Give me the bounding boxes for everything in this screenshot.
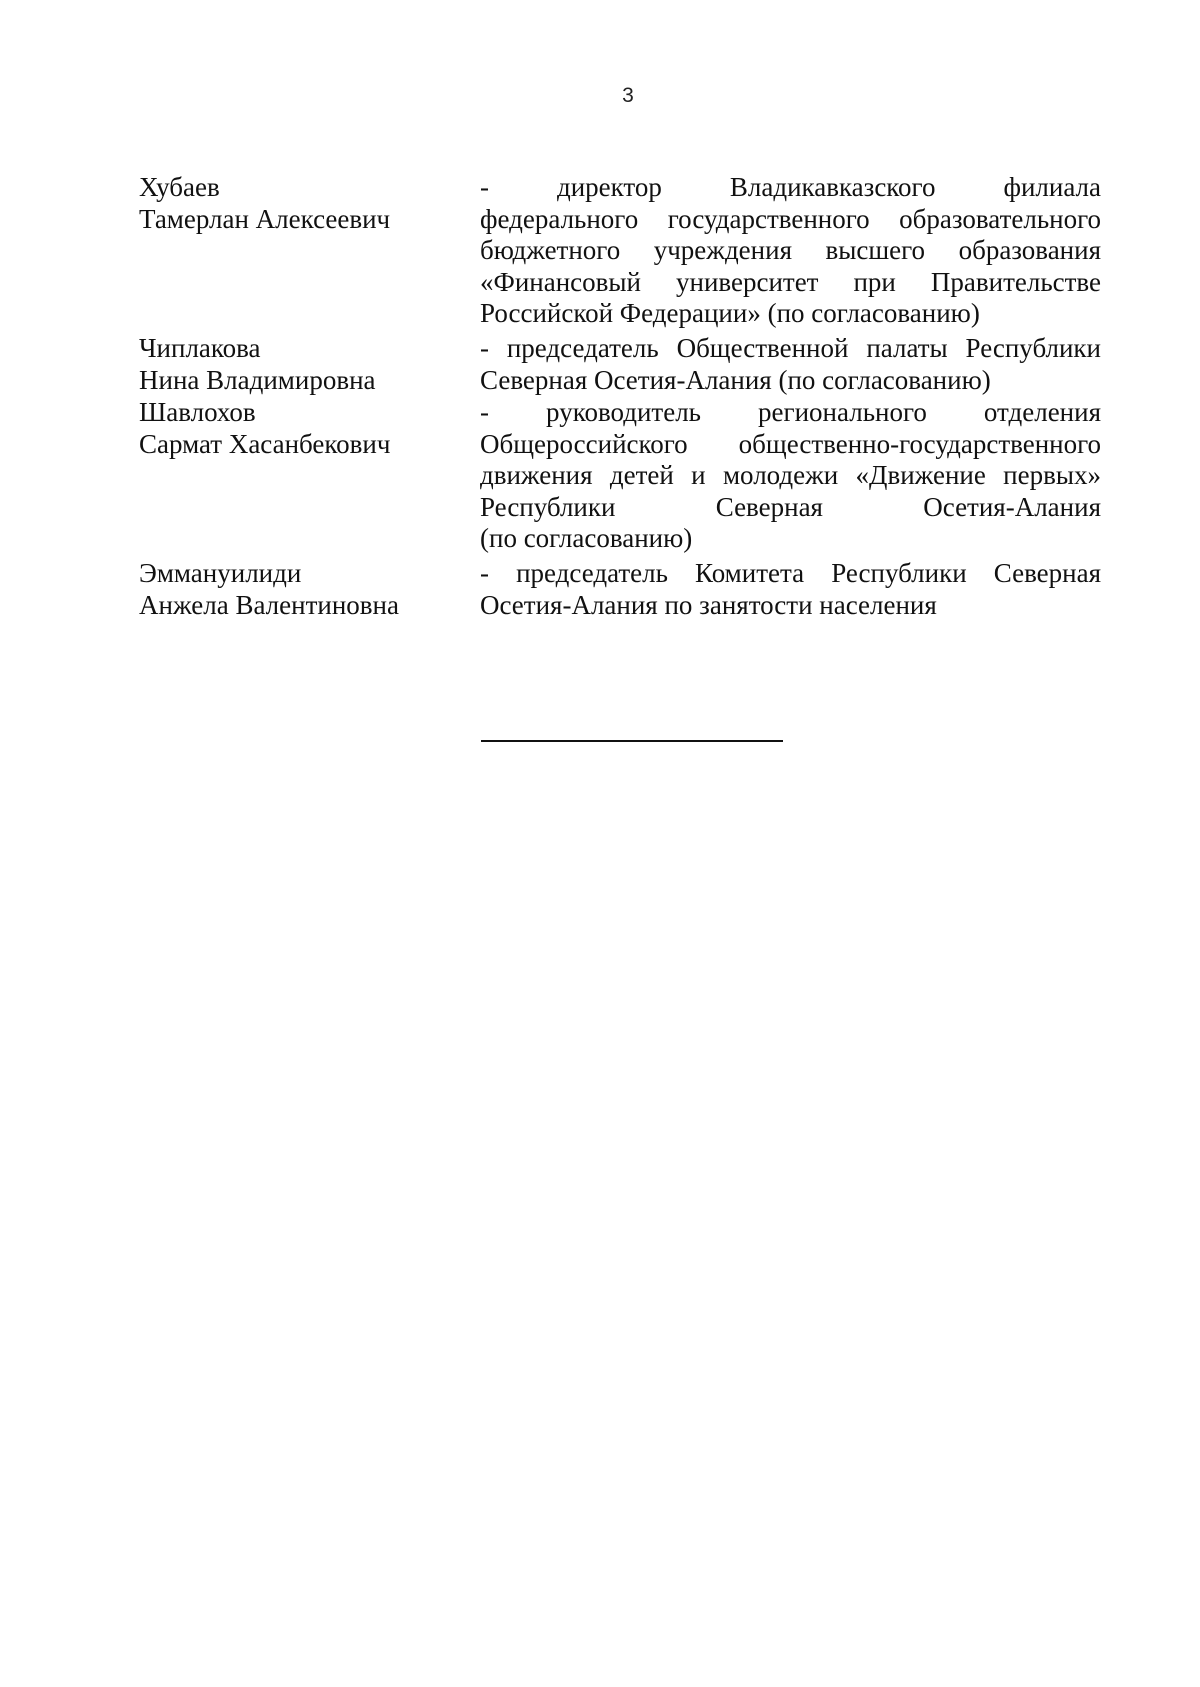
role-line: Общероссийского общественно-государственного [480,428,1101,459]
role-line: (по согласованию) [480,523,693,553]
member-given-names: Нина Владимировна [139,364,376,395]
member-given-names: Тамерлан Алексеевич [139,203,391,234]
member-given-names: Сармат Хасанбекович [139,428,391,459]
role-line: бюджетного учреждения высшего образования [480,235,1101,265]
role-line: - председатель Общественной палаты Республики [480,333,1101,363]
member-role [480,333,1101,396]
member-name [139,397,469,460]
end-separator-line [481,740,783,742]
member-role [480,558,1101,621]
role-line: Осетия-Алания по занятости населения [480,589,937,620]
member-name [139,172,469,235]
member-given-names: Анжела Валентиновна [139,589,399,620]
role-line: Российской Федерации» (по согласованию) [480,298,980,328]
member-surname: Эммануилиди [139,558,302,588]
member-name [139,558,469,621]
member-surname: Шавлохов [139,397,256,427]
member-surname: Чиплакова [139,333,261,363]
role-line: «Финансовый университет при Правительстве [480,266,1101,297]
page-number: 3 [622,84,634,107]
role-line: Республики Северная Осетия-Алания [480,491,1101,522]
role-line: - директор Владикавказского филиала [480,172,1101,202]
member-surname: Хубаев [139,172,220,202]
member-role [480,172,1101,330]
member-role [480,397,1101,555]
role-line: Северная Осетия-Алания (по согласованию) [480,364,991,395]
member-name [139,333,469,396]
role-line: - руководитель регионального отделения [480,397,1101,427]
role-line: федерального государственного образовательного [480,203,1101,234]
role-line: - председатель Комитета Республики Северная [480,558,1101,588]
role-line: движения детей и молодежи «Движение первых» [480,460,1101,490]
